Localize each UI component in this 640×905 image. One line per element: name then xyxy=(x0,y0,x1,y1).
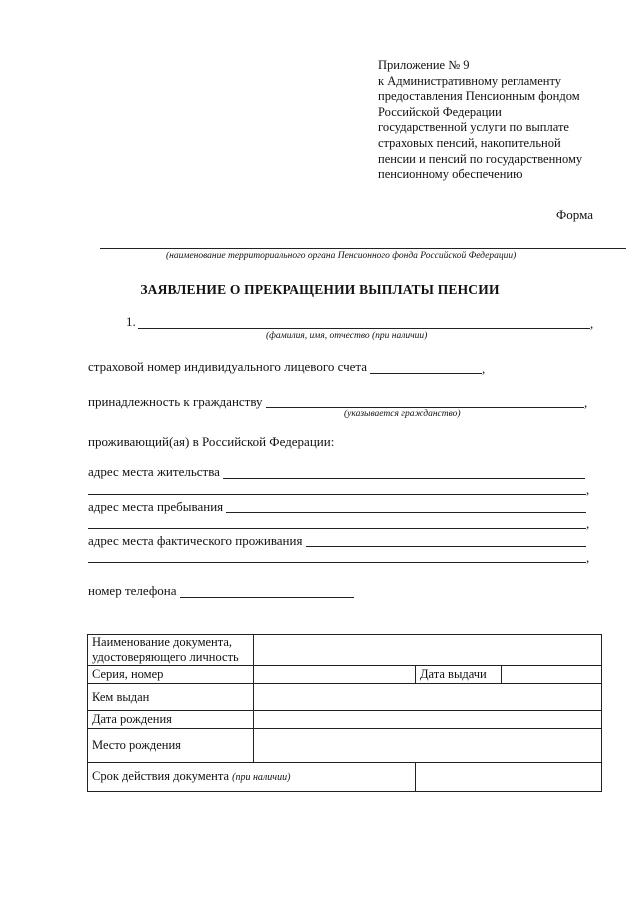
address-residence-field-2[interactable] xyxy=(88,494,586,495)
table-row xyxy=(88,729,602,763)
address-actual-field-2[interactable] xyxy=(88,562,586,563)
fio-caption: (фамилия, имя, отчество (при наличии) xyxy=(266,331,428,341)
validity-label-cell xyxy=(88,763,416,792)
citizenship-label: принадлежность к гражданству xyxy=(88,394,263,409)
appendix-line: предоставления Пенсионным фондом xyxy=(378,89,580,104)
appendix-line: пенсионному обеспечению xyxy=(378,167,523,182)
birth-date-field[interactable] xyxy=(254,711,602,729)
org-name-field[interactable] xyxy=(100,248,626,249)
table-row xyxy=(88,711,602,729)
validity-label: Срок действия документа xyxy=(92,769,230,783)
phone-field[interactable] xyxy=(180,597,354,598)
comma: , xyxy=(482,361,486,376)
doc-name-field[interactable] xyxy=(254,635,602,666)
snils-label: страховой номер индивидуального лицевого счета xyxy=(88,359,368,374)
table-row xyxy=(88,635,602,666)
table-row xyxy=(88,666,602,684)
appendix-line: Российской Федерации xyxy=(378,104,502,119)
birth-place-field[interactable] xyxy=(254,729,602,763)
series-number-field[interactable] xyxy=(254,666,416,684)
appendix-line: к Административному регламенту xyxy=(378,73,562,88)
appendix-line: Приложение № 9 xyxy=(378,58,470,72)
issued-by-field[interactable] xyxy=(254,684,602,711)
comma: , xyxy=(590,316,594,331)
birth-place-label: Место рождения xyxy=(88,729,254,763)
doc-name-label: Наименование документа, удостоверяющего личность xyxy=(88,635,254,666)
address-stay-field-2[interactable] xyxy=(88,528,586,529)
snils-field[interactable] xyxy=(370,373,482,374)
comma: , xyxy=(586,482,590,497)
validity-field[interactable] xyxy=(416,763,602,792)
phone-label: номер телефона xyxy=(88,583,177,598)
form-label: Форма xyxy=(556,207,593,222)
item-number: 1. xyxy=(126,314,136,329)
address-actual-label: адрес места фактического проживания xyxy=(88,533,303,548)
org-name-caption: (наименование территориального органа Пенсионного фонда Российской Федерации) xyxy=(166,251,517,261)
document-title: ЗАЯВЛЕНИЕ О ПРЕКРАЩЕНИИ ВЫПЛАТЫ ПЕНСИИ xyxy=(140,282,500,297)
address-stay-label: адрес места пребывания xyxy=(88,499,224,514)
appendix-header xyxy=(378,58,618,183)
appendix-line: пенсии и пенсий по государственному xyxy=(378,151,583,166)
address-stay-field[interactable] xyxy=(226,512,586,513)
comma: , xyxy=(584,395,588,410)
residing-label: проживающий(ая) в Российской Федерации: xyxy=(88,434,335,449)
citizenship-field[interactable] xyxy=(266,407,584,408)
fio-field[interactable] xyxy=(138,328,590,329)
citizenship-caption: (указывается гражданство) xyxy=(344,409,461,419)
identity-document-table xyxy=(87,634,602,792)
appendix-line: страховых пенсий, накопительной xyxy=(378,135,561,150)
issue-date-label: Дата выдачи xyxy=(416,666,502,684)
series-number-label: Серия, номер xyxy=(88,666,254,684)
comma: , xyxy=(586,516,590,531)
address-actual-field[interactable] xyxy=(306,546,586,547)
address-residence-field[interactable] xyxy=(223,478,585,479)
address-residence-label: адрес места жительства xyxy=(88,464,220,479)
appendix-line: государственной услуги по выплате xyxy=(378,120,569,135)
table-row xyxy=(88,763,602,792)
birth-date-label: Дата рождения xyxy=(88,711,254,729)
issued-by-label: Кем выдан xyxy=(88,684,254,711)
table-row xyxy=(88,684,602,711)
validity-note: (при наличии) xyxy=(232,772,291,783)
issue-date-field[interactable] xyxy=(502,666,602,684)
comma: , xyxy=(586,550,590,565)
